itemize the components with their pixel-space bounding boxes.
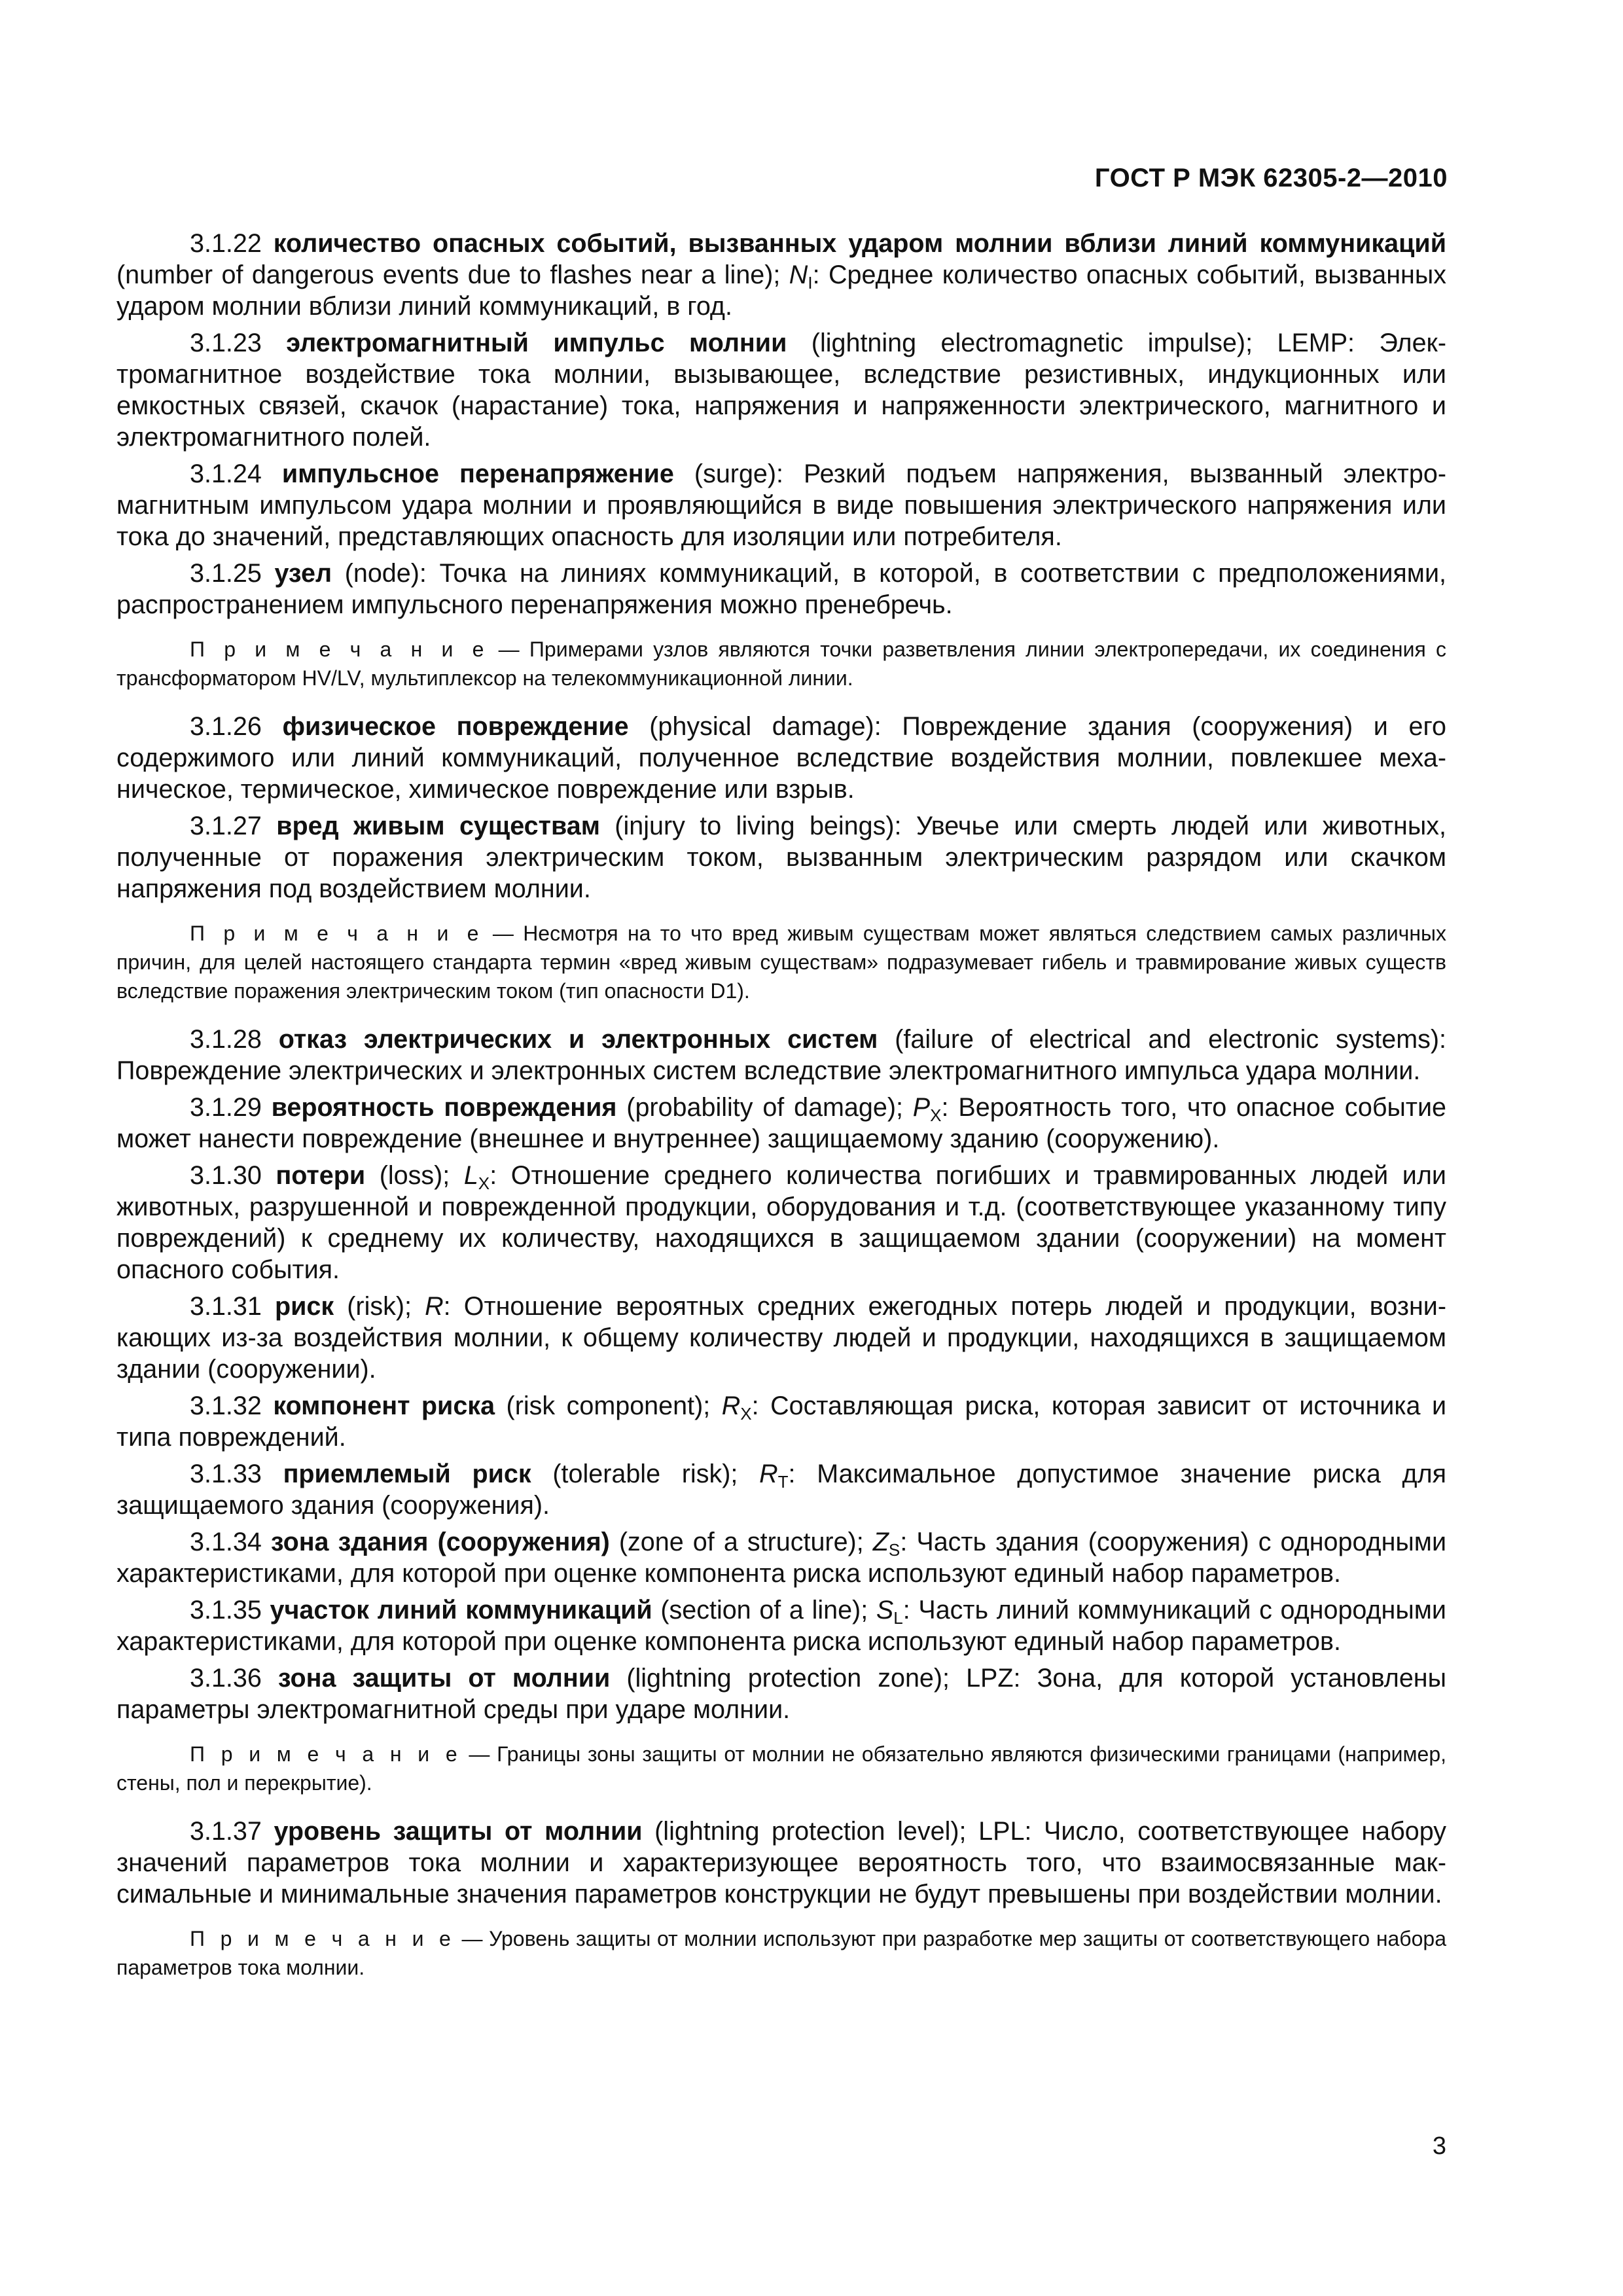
note-dash: — [483, 922, 524, 945]
term-entry [116, 1092, 1446, 1155]
note-label: П р и м е ч а н и е [190, 1742, 462, 1766]
term-english: (risk component); [495, 1391, 722, 1420]
term-name: зона здания (сооружения) [270, 1528, 610, 1556]
term-number: 3.1.29 [190, 1093, 272, 1122]
note-label: П р и м е ч а н и е [190, 637, 489, 661]
term-definition: : Отношение вероятных средних ежегодных потерь людей и продукции, возникающих из-за воздействия молнии, к общему количеству людей и продукции, находящихся в защищаемом здании (сооружении). [116, 1292, 1446, 1384]
term-entry [116, 1390, 1446, 1453]
term-definition: : Повреждение здания (сооружения) и его содержимого или линий коммуникаций, полученное вследствие воздействия молнии, повлекшее механическое, термическое, химическое повреждение или взрыв. [116, 712, 1446, 804]
term-english: (zone of a structure); [609, 1528, 873, 1556]
term-name: узел [274, 559, 332, 588]
term-name: риск [274, 1292, 334, 1321]
term-entry [116, 810, 1446, 905]
term-number: 3.1.36 [190, 1664, 278, 1693]
term-number: 3.1.26 [190, 712, 283, 741]
term-name: вред живым существам [276, 812, 600, 840]
note-dash: — [455, 1927, 490, 1950]
term-name: компонент риска [273, 1391, 495, 1420]
term-definition: : Вероятность того, что опасное событие может нанести повреждение (внешнее и внутреннее) защищаемому зданию (сооружению). [116, 1093, 1446, 1153]
term-definition: : Точка на линиях коммуникаций, в которой, в соответствии с предположениями, распространением импульсного перенапряжения можно пренебречь. [116, 559, 1446, 619]
note [116, 1740, 1446, 1797]
term-english: (probability of damage); [616, 1093, 913, 1122]
term-name: импульсное перенапряжение [281, 459, 674, 488]
term-english: (node) [332, 559, 419, 588]
term-english: (lightning protection zone); LPZ [610, 1664, 1014, 1693]
term-symbol-subscript: X [740, 1403, 752, 1424]
term-entry [116, 458, 1446, 552]
term-name: уровень защиты от молнии [274, 1817, 643, 1846]
term-name: вероятность повреждения [271, 1093, 617, 1122]
term-entry [116, 1816, 1446, 1910]
term-definition: : Максимальное допустимое значение риска для защищаемого здания (сооружения). [116, 1460, 1447, 1520]
term-number: 3.1.32 [190, 1391, 274, 1420]
note-dash: — [461, 1742, 497, 1766]
term-entry [116, 327, 1446, 453]
term-symbol-subscript: S [888, 1539, 901, 1560]
term-symbol: R [425, 1292, 444, 1321]
note-dash: — [488, 637, 529, 661]
terms-list [116, 228, 1446, 2000]
term-name: физическое повреждение [282, 712, 629, 741]
term-definition: : Резкий подъем напряжения, вызванный электромагнитным импульсом удара молнии и проявляющийся в виде повышения электрического напряжения или тока до значений, представляющих опасность для изоляции или потребителя. [116, 459, 1446, 551]
term-symbol: S [876, 1596, 894, 1624]
term-entry [116, 558, 1446, 620]
term-definition: : Отношение среднего количества погибших и травмированных людей или животных, разрушенной и поврежденной продукции, оборудования и т.д. (соответствующее указанному типу повреждений) к среднему их количеству, находящихся в защищаемом здании (сооружении) на момент опасного события. [116, 1161, 1446, 1284]
term-english: (physical damage) [628, 712, 874, 741]
term-entry [116, 711, 1446, 805]
term-symbol-subscript: X [930, 1105, 942, 1125]
document-header: ГОСТ Р МЭК 62305-2—2010 [1094, 164, 1448, 192]
term-definition: : Составляющая риска, которая зависит от источника и типа повреждений. [116, 1391, 1447, 1452]
term-english: (loss); [365, 1161, 464, 1190]
term-number: 3.1.25 [190, 559, 275, 588]
term-symbol-subscript: T [777, 1471, 789, 1492]
note-text: Примерами узлов являются точки разветвления линии электропередачи, их соединения с трансформатором HV/LV, мультиплексор на телекоммуникационной линии. [116, 637, 1447, 690]
term-name: электромагнитный импульс молнии [286, 329, 787, 357]
term-definition: : Часть здания (сооружения) с однородными характеристиками, для которой при оценке компонента риска используют единый набор параметров. [116, 1528, 1447, 1588]
term-english: (section of a line); [652, 1596, 876, 1624]
term-symbol-subscript: I [808, 272, 813, 293]
term-entry [116, 1458, 1446, 1521]
term-entry [116, 1024, 1446, 1086]
term-entry [116, 1291, 1446, 1385]
term-number: 3.1.33 [190, 1460, 283, 1488]
term-name: отказ электрических и электронных систем [278, 1025, 878, 1054]
term-number: 3.1.23 [190, 329, 287, 357]
page-number: 3 [1432, 2132, 1446, 2160]
term-symbol-subscript: X [478, 1173, 490, 1193]
term-definition: : Электромагнитное воздействие тока молнии, вызывающее, вследствие резистивных, индукционных или емкостных связей, скачок (нарастание) тока, напряжения и напряженности электрического, магнитного и электромагнитного полей. [116, 329, 1446, 452]
term-english: (risk); [334, 1292, 425, 1321]
term-name: потери [276, 1161, 366, 1190]
term-symbol: P [912, 1093, 931, 1122]
note-label: П р и м е ч а н и е [190, 1927, 455, 1950]
term-number: 3.1.35 [190, 1596, 270, 1624]
term-definition: : Зона, для которой установлены параметры электромагнитной среды при ударе молнии. [116, 1664, 1447, 1724]
term-number: 3.1.22 [190, 229, 274, 258]
term-symbol-subscript: L [893, 1607, 903, 1628]
term-entry [116, 1526, 1446, 1589]
term-symbol: N [789, 260, 808, 289]
term-number: 3.1.30 [190, 1161, 276, 1190]
term-entry [116, 1160, 1446, 1285]
term-name: зона защиты от молнии [277, 1664, 611, 1693]
term-number: 3.1.37 [190, 1817, 274, 1846]
note [116, 1924, 1446, 1982]
term-number: 3.1.34 [190, 1528, 271, 1556]
term-definition: : Увечье или смерть людей или животных, полученные от поражения электрическим током, вызванным электрическим разрядом или скачком напряжения под воздействием молнии. [116, 812, 1446, 903]
term-english: (lightning electromagnetic impulse); LEMP [787, 329, 1348, 357]
term-name: приемлемый риск [283, 1460, 531, 1488]
term-definition: : Число, соответствующее набору значений параметров тока молнии и характеризующее вероятность того, что взаимосвязанные максимальные и минимальные значения параметров конструкции не будут превышены при воздействии молнии. [116, 1817, 1447, 1909]
term-definition: : Часть линий коммуникаций с однородными характеристиками, для которой при оценке компонента риска используют единый набор параметров. [116, 1596, 1446, 1656]
note-label: П р и м е ч а н и е [190, 922, 484, 945]
term-symbol: R [759, 1460, 778, 1488]
note [116, 635, 1446, 692]
term-english: (failure of electrical and electronic systems) [878, 1025, 1440, 1054]
term-symbol: L [463, 1161, 478, 1190]
term-english: (number of dangerous events due to flashes near a line); [116, 260, 789, 289]
term-english: (lightning protection level); LPL [642, 1817, 1025, 1846]
term-number: 3.1.24 [190, 459, 282, 488]
term-entry [116, 228, 1446, 322]
term-definition: : Среднее количество опасных событий, вызванных ударом молнии вблизи линий коммуникаций, в год. [116, 260, 1446, 321]
term-number: 3.1.31 [190, 1292, 275, 1321]
note-text: Уровень защиты от молнии используют при разработке мер защиты от соответствующего набора параметров тока молнии. [116, 1927, 1447, 1979]
note-text: Несмотря на то что вред живым существам может являться следствием самых различных причин, для целей настоящего стандарта термин «вред живым существам» подразумевает гибель и травмирование живых существ вследствие поражения электрическим током (тип опасности D1). [116, 922, 1447, 1003]
term-symbol: Z [872, 1528, 889, 1556]
term-name: количество опасных событий, вызванных ударом молнии вблизи линий коммуникаций [273, 229, 1446, 258]
term-english: (tolerable risk); [531, 1460, 760, 1488]
note-text: Границы зоны защиты от молнии не обязательно являются физическими границами (например, стены, пол и перекрытие). [116, 1742, 1447, 1795]
term-english: (surge) [673, 459, 777, 488]
term-entry [116, 1662, 1446, 1725]
term-english: (injury to living beings) [599, 812, 895, 840]
term-symbol: R [721, 1391, 741, 1420]
term-definition: : Повреждение электрических и электронных систем вследствие электромагнитного импульса удара молнии. [116, 1025, 1446, 1085]
term-number: 3.1.27 [190, 812, 277, 840]
note [116, 919, 1446, 1005]
term-entry [116, 1594, 1446, 1657]
term-number: 3.1.28 [190, 1025, 279, 1054]
term-name: участок линий коммуникаций [270, 1596, 652, 1624]
